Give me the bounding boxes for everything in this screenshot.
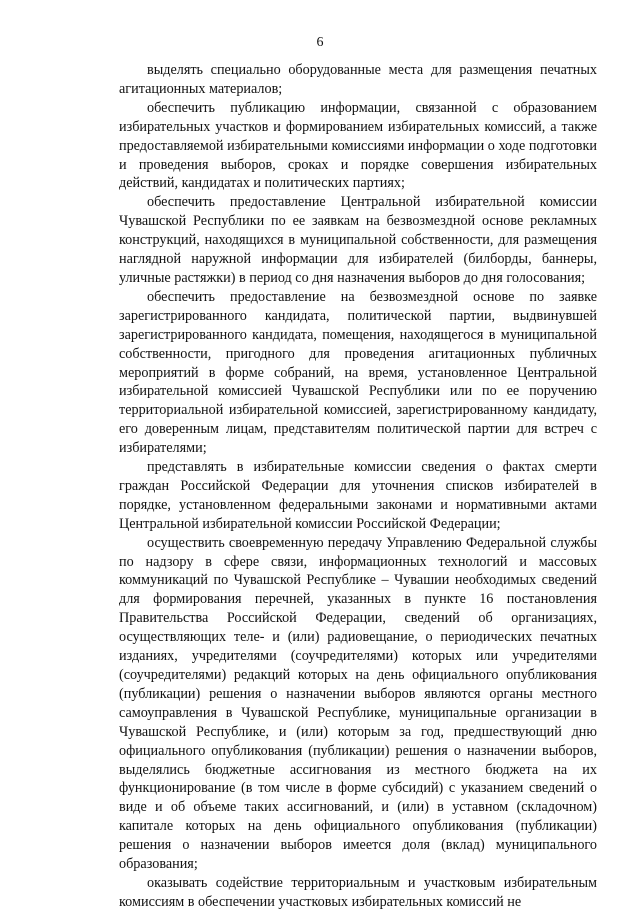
paragraph-advertising-structures: обеспечить предоставление Центральной избирательной комиссии Чувашской Республики по ее заявкам на безвозмездной основе рекламных конструкций, находящихся в муниципальной собственности, для размещения наглядной наружной информации для избирателей (билборды, баннеры, уличные растяжки) в период со дня назначения выборов до дня голосования; [119, 194, 597, 286]
paragraph-agitation-places: выделять специально оборудованные места для размещения печатных агитационных материалов; [119, 62, 597, 97]
page-number: 6 [316, 35, 324, 50]
paragraph-premises: обеспечить предоставление на безвозмездной основе по заявке зарегистрированного кандидата, политической партии, выдвинувшей зарегистрированного кандидата, помещения, находящегося в муниципальной собственности, пригодного для проведения агитационных публичных мероприятий в форме собраний, на время, установленное Центральной избирательной комиссией Чувашской Республики или по ее поручению территориальной избирательной комиссией, зарегистрированному кандидату, его доверенным лицам, представителям политической партии для встреч с избирателями; [119, 288, 597, 457]
paragraph-death-records: представлять в избирательные комиссии сведения о фактах смерти граждан Российской Федерации для уточнения списков избирателей в порядке, установленном федеральными законами и нормативными актами Центральной избирательной комиссии Российской Федерации; [119, 459, 597, 532]
paragraph-media-info-transfer: осуществить своевременную передачу Управлению Федеральной службы по надзору в сфере связи, информационных технологий и массовых коммуникаций по Чувашской Республике – Чувашии необходимых сведений для формирования перечней, указанных в пункте 16 постановления Правительства Российской Федерации, сведений об организациях, осуществляющих теле- и (или) радиовещание, о периодических печатных изданиях, учредителями (соучредителями) которых или учредителями (соучредителями) редакций которых на день официального опубликования (публикации) решения о назначении выборов являются органы местного самоуправления в Чувашской Республике, муниципальные организации в Чувашской Республике, и (или) которым за год, предшествующий дню официального опубликования (публикации) решения о назначении выборов, выделялись бюджетные ассигнования из местного бюджета на их функционирование (в том числе в форме субсидий) с указанием сведений о виде и об объеме таких ассигнований, и (или) в уставном (складочном) капитале которых на день официального опубликования (публикации) решения о назначении выборов имеется доля (вклад) муниципального образования; [119, 534, 597, 873]
paragraph-commission-assistance: оказывать содействие территориальным и участковым избирательным комиссиям в обеспечении участковых избирательных комиссий не [119, 874, 597, 910]
paragraph-publication-info: обеспечить публикацию информации, связанной с образованием избирательных участков и формированием избирательных комиссий, а также предоставляемой избирательными комиссиями информации о ходе подготовки и проведения выборов, сроках и порядке совершения избирательных действий, кандидатах и политических партиях; [119, 99, 597, 192]
document-body [119, 61, 597, 912]
